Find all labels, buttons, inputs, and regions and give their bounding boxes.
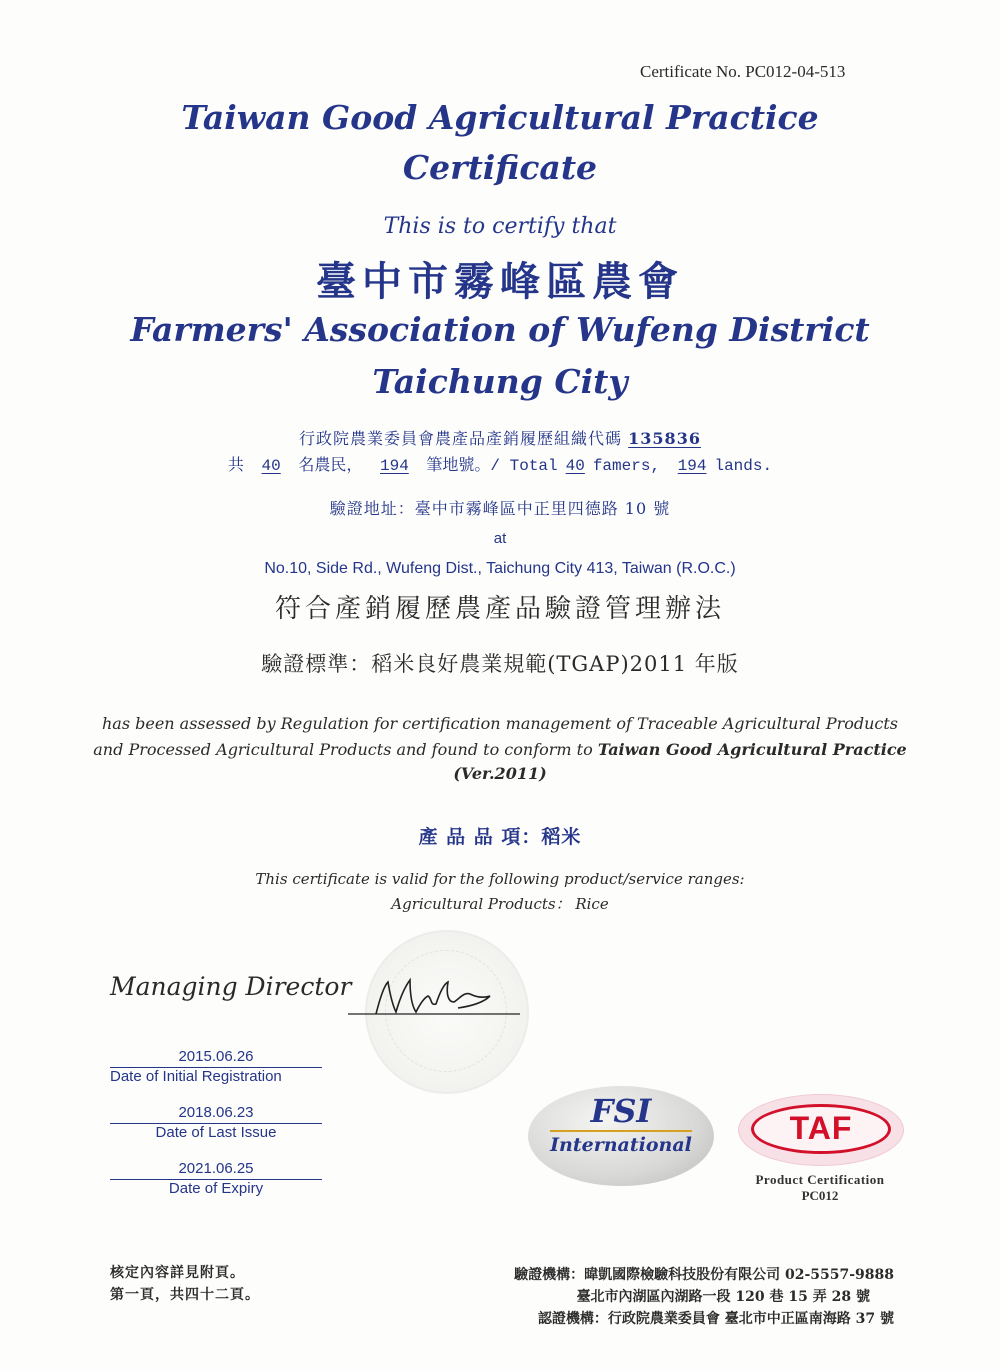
organization-code-line [0,426,1000,449]
fsi-logo-title: FSI [590,1092,652,1130]
date-expiry-label: Date of Expiry [168,1180,264,1197]
certification-standard-zh: 驗證標準：稻米良好農業規範(TGAP)2011 年版 [261,652,739,676]
footer-note-line2: 第一頁，共四十二頁。 [110,1287,260,1303]
assessed-line2 [0,740,1000,759]
footer-note-line1: 核定內容詳見附頁。 [110,1265,245,1281]
taf-logo [738,1094,904,1166]
organization-name-en-line1: Farmers' Association of Wufeng District [130,310,870,349]
totals-lands-label: 筆地號。/ Total [426,457,558,475]
date-initial-registration [110,1048,322,1086]
conformity-statement-zh: 符合產銷履歷農產品驗證管理辦法 [274,594,725,624]
totals-farmers: 40 [261,457,281,475]
address-at: at [493,530,507,547]
assessed-line2-standard: Taiwan Good Agricultural Practice [597,740,907,759]
taf-logo-text: TAF [789,1110,853,1146]
valid-range-line1: This certificate is valid for the following product/service ranges: [255,870,745,888]
date-initial-registration-value: 2015.06.26 [178,1048,254,1065]
date-last-issue-value: 2018.06.23 [178,1104,254,1121]
totals-line [0,452,1000,475]
totals-farmers-en-label: famers, [592,457,661,475]
footer-accreditation-body: 認證機構：行政院農業委員會 臺北市中正區南海路 37 號 [537,1311,894,1327]
footer-certification-body: 驗證機構：暐凱國際檢驗科技股份有限公司 02-5557-9888 [514,1267,894,1283]
certify-intro: This is to certify that [383,214,617,239]
fsi-logo [528,1086,714,1186]
certificate-title-line1: Taiwan Good Agricultural Practice [181,98,819,137]
date-initial-registration-label: Date of Initial Registration [110,1068,282,1085]
date-last-issue [110,1104,322,1142]
assessed-line1: has been assessed by Regulation for certification management of Traceable Agricultural Products [101,714,899,733]
totals-prefix: 共 [227,457,244,475]
date-last-issue-label: Date of Last Issue [155,1124,277,1141]
certificate-number: Certificate No. PC012-04-513 [640,62,846,81]
signatory-title: Managing Director [110,972,352,1001]
assessed-line3: (Ver.2011) [453,764,547,783]
organization-code-value: 135836 [628,429,701,448]
taf-caption-line2: PC012 [801,1188,839,1203]
product-item-zh: 產 品 品 項：稻米 [418,826,582,848]
address-en: No.10, Side Rd., Wufeng Dist., Taichung City 413, Taiwan (R.O.C.) [264,560,736,577]
totals-farmers-label: 名農民， [298,457,363,475]
date-expiry [110,1160,322,1198]
totals-lands-en-label: lands. [714,457,773,475]
totals-farmers-en: 40 [565,457,585,475]
organization-name-zh: 臺中市霧峰區農會 [316,258,684,305]
assessed-line2-text: and Processed Agricultural Products and found to conform to [93,740,593,759]
totals-lands-en: 194 [677,457,707,475]
totals-lands: 194 [379,457,409,475]
valid-range-line2: Agricultural Products： Rice [391,895,609,913]
footer-certification-body-address: 臺北市內湖區內湖路一段 120 巷 15 弄 28 號 [576,1289,870,1305]
fsi-logo-subtitle: International [550,1134,692,1156]
certificate-title-line2: Certificate [402,148,598,187]
signature [340,968,530,1028]
organization-code-label: 行政院農業委員會農產品產銷履歷組織代碼 [299,429,623,448]
organization-name-en-line2: Taichung City [372,362,628,401]
taf-caption-line1: Product Certification [755,1172,885,1187]
address-zh: 驗證地址：臺中市霧峰區中正里四德路 10 號 [329,499,671,518]
date-expiry-value: 2021.06.25 [178,1160,254,1177]
